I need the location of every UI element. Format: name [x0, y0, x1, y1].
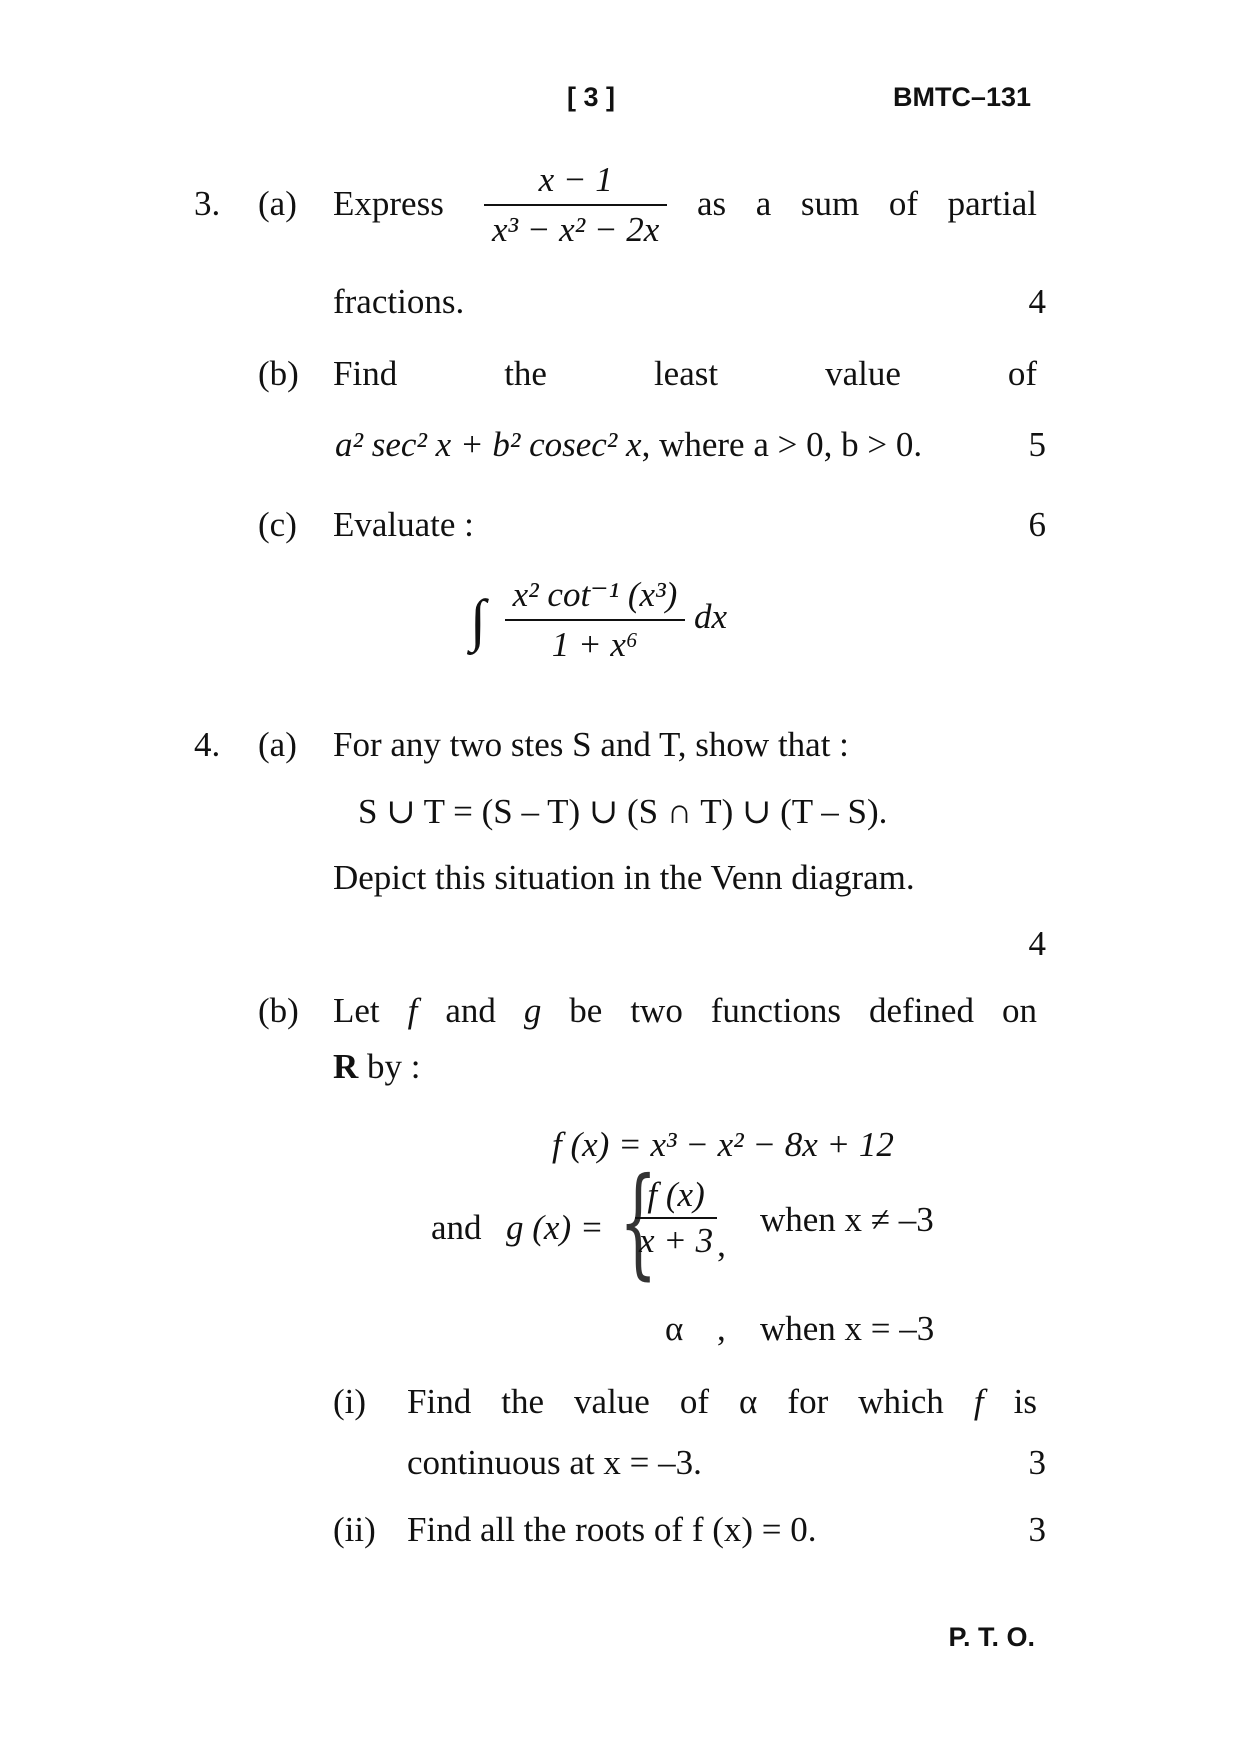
q3a-marks: 4 [1028, 282, 1046, 321]
q3c-numerator: x² cot⁻¹ (x³) [505, 575, 686, 621]
piecewise-brace: { [619, 1153, 658, 1292]
q3b-word: value [825, 354, 901, 393]
q4a-venn-text: Depict this situation in the Venn diagram. [333, 858, 915, 897]
q3b-word: least [653, 354, 719, 393]
g-lhs: g (x) = [506, 1208, 604, 1247]
case2-value: α [665, 1309, 684, 1348]
q3c-label: (c) [258, 505, 297, 544]
case2-comma: , [717, 1309, 726, 1348]
q3b-expression: a² sec² x + b² cosec² x [335, 425, 642, 464]
q4bii-marks: 3 [1028, 1510, 1046, 1549]
q3b-label: (b) [258, 354, 299, 393]
q3c-integral [470, 575, 727, 665]
q4bi-word: value [574, 1382, 650, 1421]
q4b-word: g [523, 991, 542, 1030]
q3a-denominator: x³ − x² − 2x [492, 210, 660, 249]
case2-condition: when x = –3 [760, 1309, 935, 1348]
q3b-condition: , where a > 0, b > 0. [641, 425, 923, 464]
q3a-word: sum [800, 184, 860, 223]
q3-number: 3. [194, 184, 221, 223]
q4bi-word: Find [407, 1382, 472, 1421]
q4a-text: For any two stes S and T, show that : [333, 725, 849, 764]
q3c-marks: 6 [1028, 505, 1046, 544]
q4bi-word: the [501, 1382, 544, 1421]
q3a-word: a [755, 184, 772, 223]
q3a-word: partial [947, 184, 1037, 223]
q4bi-word: which [858, 1382, 944, 1421]
q4b-line2 [333, 1047, 421, 1087]
q3a-suffix [697, 184, 1037, 224]
g-and: and [431, 1208, 482, 1247]
q4a-marks: 4 [1028, 924, 1046, 963]
q4bi-line1 [407, 1382, 1037, 1422]
q4b-line2-rest: by : [358, 1047, 421, 1086]
q3a-prefix: Express [333, 184, 444, 223]
q3c-denominator: 1 + x⁶ [551, 625, 639, 664]
q4b-word: and [445, 991, 496, 1030]
q4-number: 4. [194, 725, 221, 764]
q3b-marks: 5 [1028, 425, 1046, 464]
course-code: BMTC–131 [892, 82, 1031, 112]
q4bi-word: is [1013, 1382, 1037, 1421]
pto-label: P. T. O. [948, 1622, 1035, 1652]
q4b-word: be [569, 991, 603, 1030]
q4a-identity: S ∪ T = (S – T) ∪ (S ∩ T) ∪ (T – S). [358, 792, 888, 831]
q4b-word: f [407, 991, 418, 1030]
q4bi-continuation: continuous at x = –3. [407, 1443, 702, 1482]
q3a-label: (a) [258, 184, 297, 223]
q3b-word: the [504, 354, 547, 393]
q3b-word: of [1007, 354, 1037, 393]
q3a-word: as [697, 184, 727, 223]
q4b-word: defined [869, 991, 974, 1030]
q4b-label: (b) [258, 991, 299, 1030]
q4a-label: (a) [258, 725, 297, 764]
q3c-text: Evaluate : [333, 505, 474, 544]
q3b-expression-line [335, 425, 922, 465]
q4bi-word: of [679, 1382, 710, 1421]
q4b-word: on [1001, 991, 1037, 1030]
q3a-fraction [484, 160, 667, 250]
q4b-line1 [333, 991, 1037, 1031]
q4bi-label: (i) [333, 1382, 367, 1421]
q3b-line1 [333, 354, 1037, 394]
q3a-continuation: fractions. [333, 282, 465, 321]
case1-numerator: f (x) [635, 1175, 717, 1219]
case1-condition: when x ≠ –3 [760, 1200, 934, 1239]
q4b-word: two [630, 991, 683, 1030]
q4b-word: Let [333, 991, 380, 1030]
q4bi-marks: 3 [1028, 1443, 1046, 1482]
q4bi-word: α [739, 1382, 758, 1421]
q3a-word: of [888, 184, 918, 223]
case1-fraction: $\frac{f (x)}{x + 3}$ , [635, 1205, 726, 1291]
q4bii-text: Find all the roots of f (x) = 0. [407, 1510, 817, 1549]
case1-denominator: x + 3 [639, 1221, 714, 1260]
q4bii-label: (ii) [333, 1510, 376, 1549]
q4bi-word: for [787, 1382, 829, 1421]
q4bi-word: f [973, 1382, 984, 1421]
reals-symbol: R [333, 1047, 359, 1086]
q3c-differential: dx [693, 597, 728, 637]
integral-sign: ∫ [470, 587, 486, 653]
page-number: [ 3 ] [567, 82, 616, 112]
f-definition: f (x) = x³ − x² − 8x + 12 [552, 1125, 894, 1164]
q4b-word: functions [710, 991, 842, 1030]
q3b-word: Find [333, 354, 398, 393]
q3a-numerator: x − 1 [484, 160, 667, 206]
